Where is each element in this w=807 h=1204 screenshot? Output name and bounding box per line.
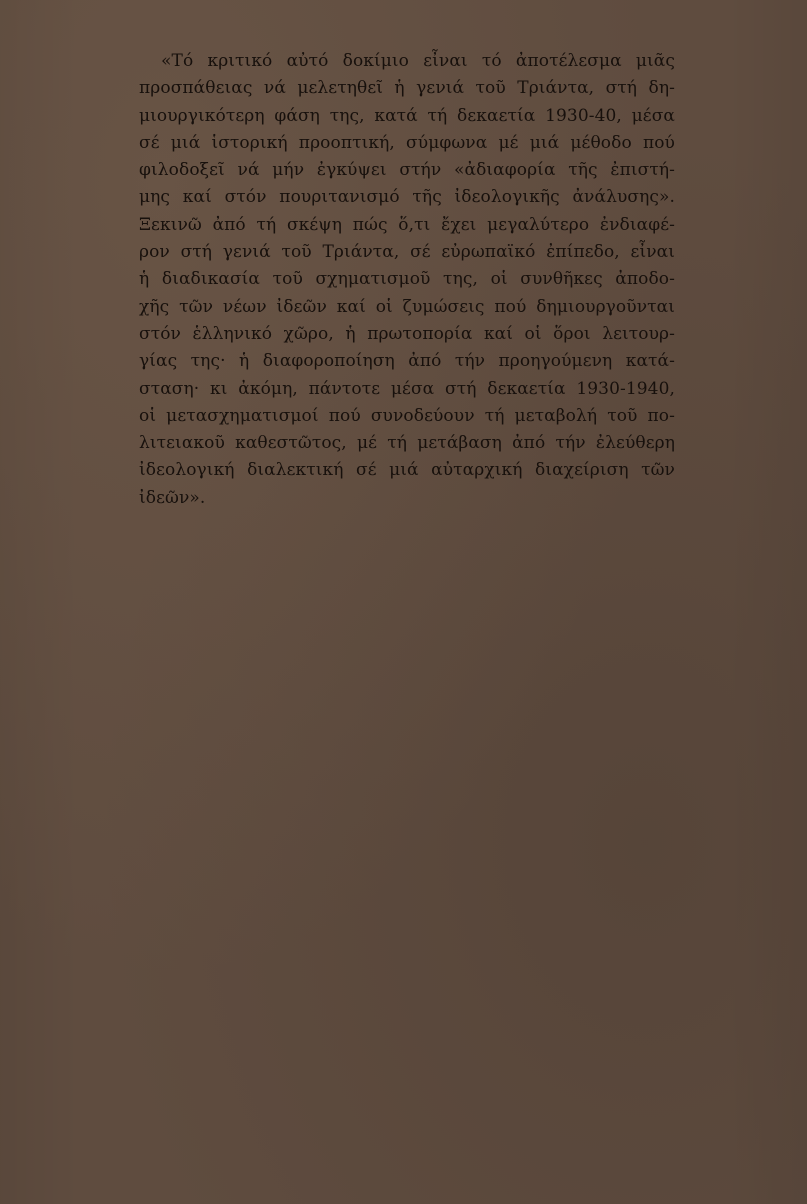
blurb-line: στόν ἑλληνικό χῶρο, ἡ πρωτοπορία καί οἱ ὅροι λειτουρ- — [139, 323, 675, 344]
blurb-line: ρον στή γενιά τοῦ Τριάντα, σέ εὐρωπαϊκό ἐπίπεδο, εἶναι — [139, 242, 675, 263]
blurb-line: οἱ μετασχηματισμοί πού συνοδεύουν τή μεταβολή τοῦ πο- — [139, 405, 675, 426]
blurb-line: «Τό κριτικό αὐτό δοκίμιο εἶναι τό ἀποτέλεσμα μιᾶς — [161, 51, 675, 71]
blurb-line: προσπάθειας νά μελετηθεῖ ἡ γενιά τοῦ Τριάντα, στή δη- — [139, 78, 675, 99]
blurb-line: ἰδεολογική διαλεκτική σέ μιά αὐταρχική διαχείριση τῶν — [139, 460, 675, 481]
blurb-line: χῆς τῶν νέων ἰδεῶν καί οἱ ζυμώσεις πού δημιουργοῦνται — [139, 296, 675, 317]
blurb-text — [139, 48, 675, 512]
blurb-line: μης καί στόν πουριτανισμό τῆς ἰδεολογικῆς ἀνάλυσης». — [139, 187, 675, 208]
blurb-line: λιτειακοῦ καθεστῶτος, μέ τή μετάβαση ἀπό τήν ἐλεύθερη — [139, 433, 675, 454]
blurb-line: Ξεκινῶ ἀπό τή σκέψη πώς ὅ,τι ἔχει μεγαλύτερο ἐνδιαφέ- — [139, 214, 675, 235]
blurb-line: ἡ διαδικασία τοῦ σχηματισμοῦ της, οἱ συνθῆκες ἀποδο- — [139, 269, 675, 290]
blurb-line: ἰδεῶν». — [139, 487, 206, 508]
blurb-line: γίας της· ἡ διαφοροποίηση ἀπό τήν προηγούμενη κατά- — [139, 351, 675, 372]
blurb-line: φιλοδοξεῖ νά μήν ἐγκύψει στήν «ἀδιαφορία τῆς ἐπιστή- — [139, 160, 675, 181]
blurb-line: σέ μιά ἱστορική προοπτική, σύμφωνα μέ μιά μέθοδο πού — [139, 132, 675, 153]
blurb-line: σταση· κι ἀκόμη, πάντοτε μέσα στή δεκαετία 1930-1940, — [139, 378, 675, 399]
blurb-line: μιουργικότερη φάση της, κατά τή δεκαετία 1930-40, μέσα — [139, 105, 675, 126]
